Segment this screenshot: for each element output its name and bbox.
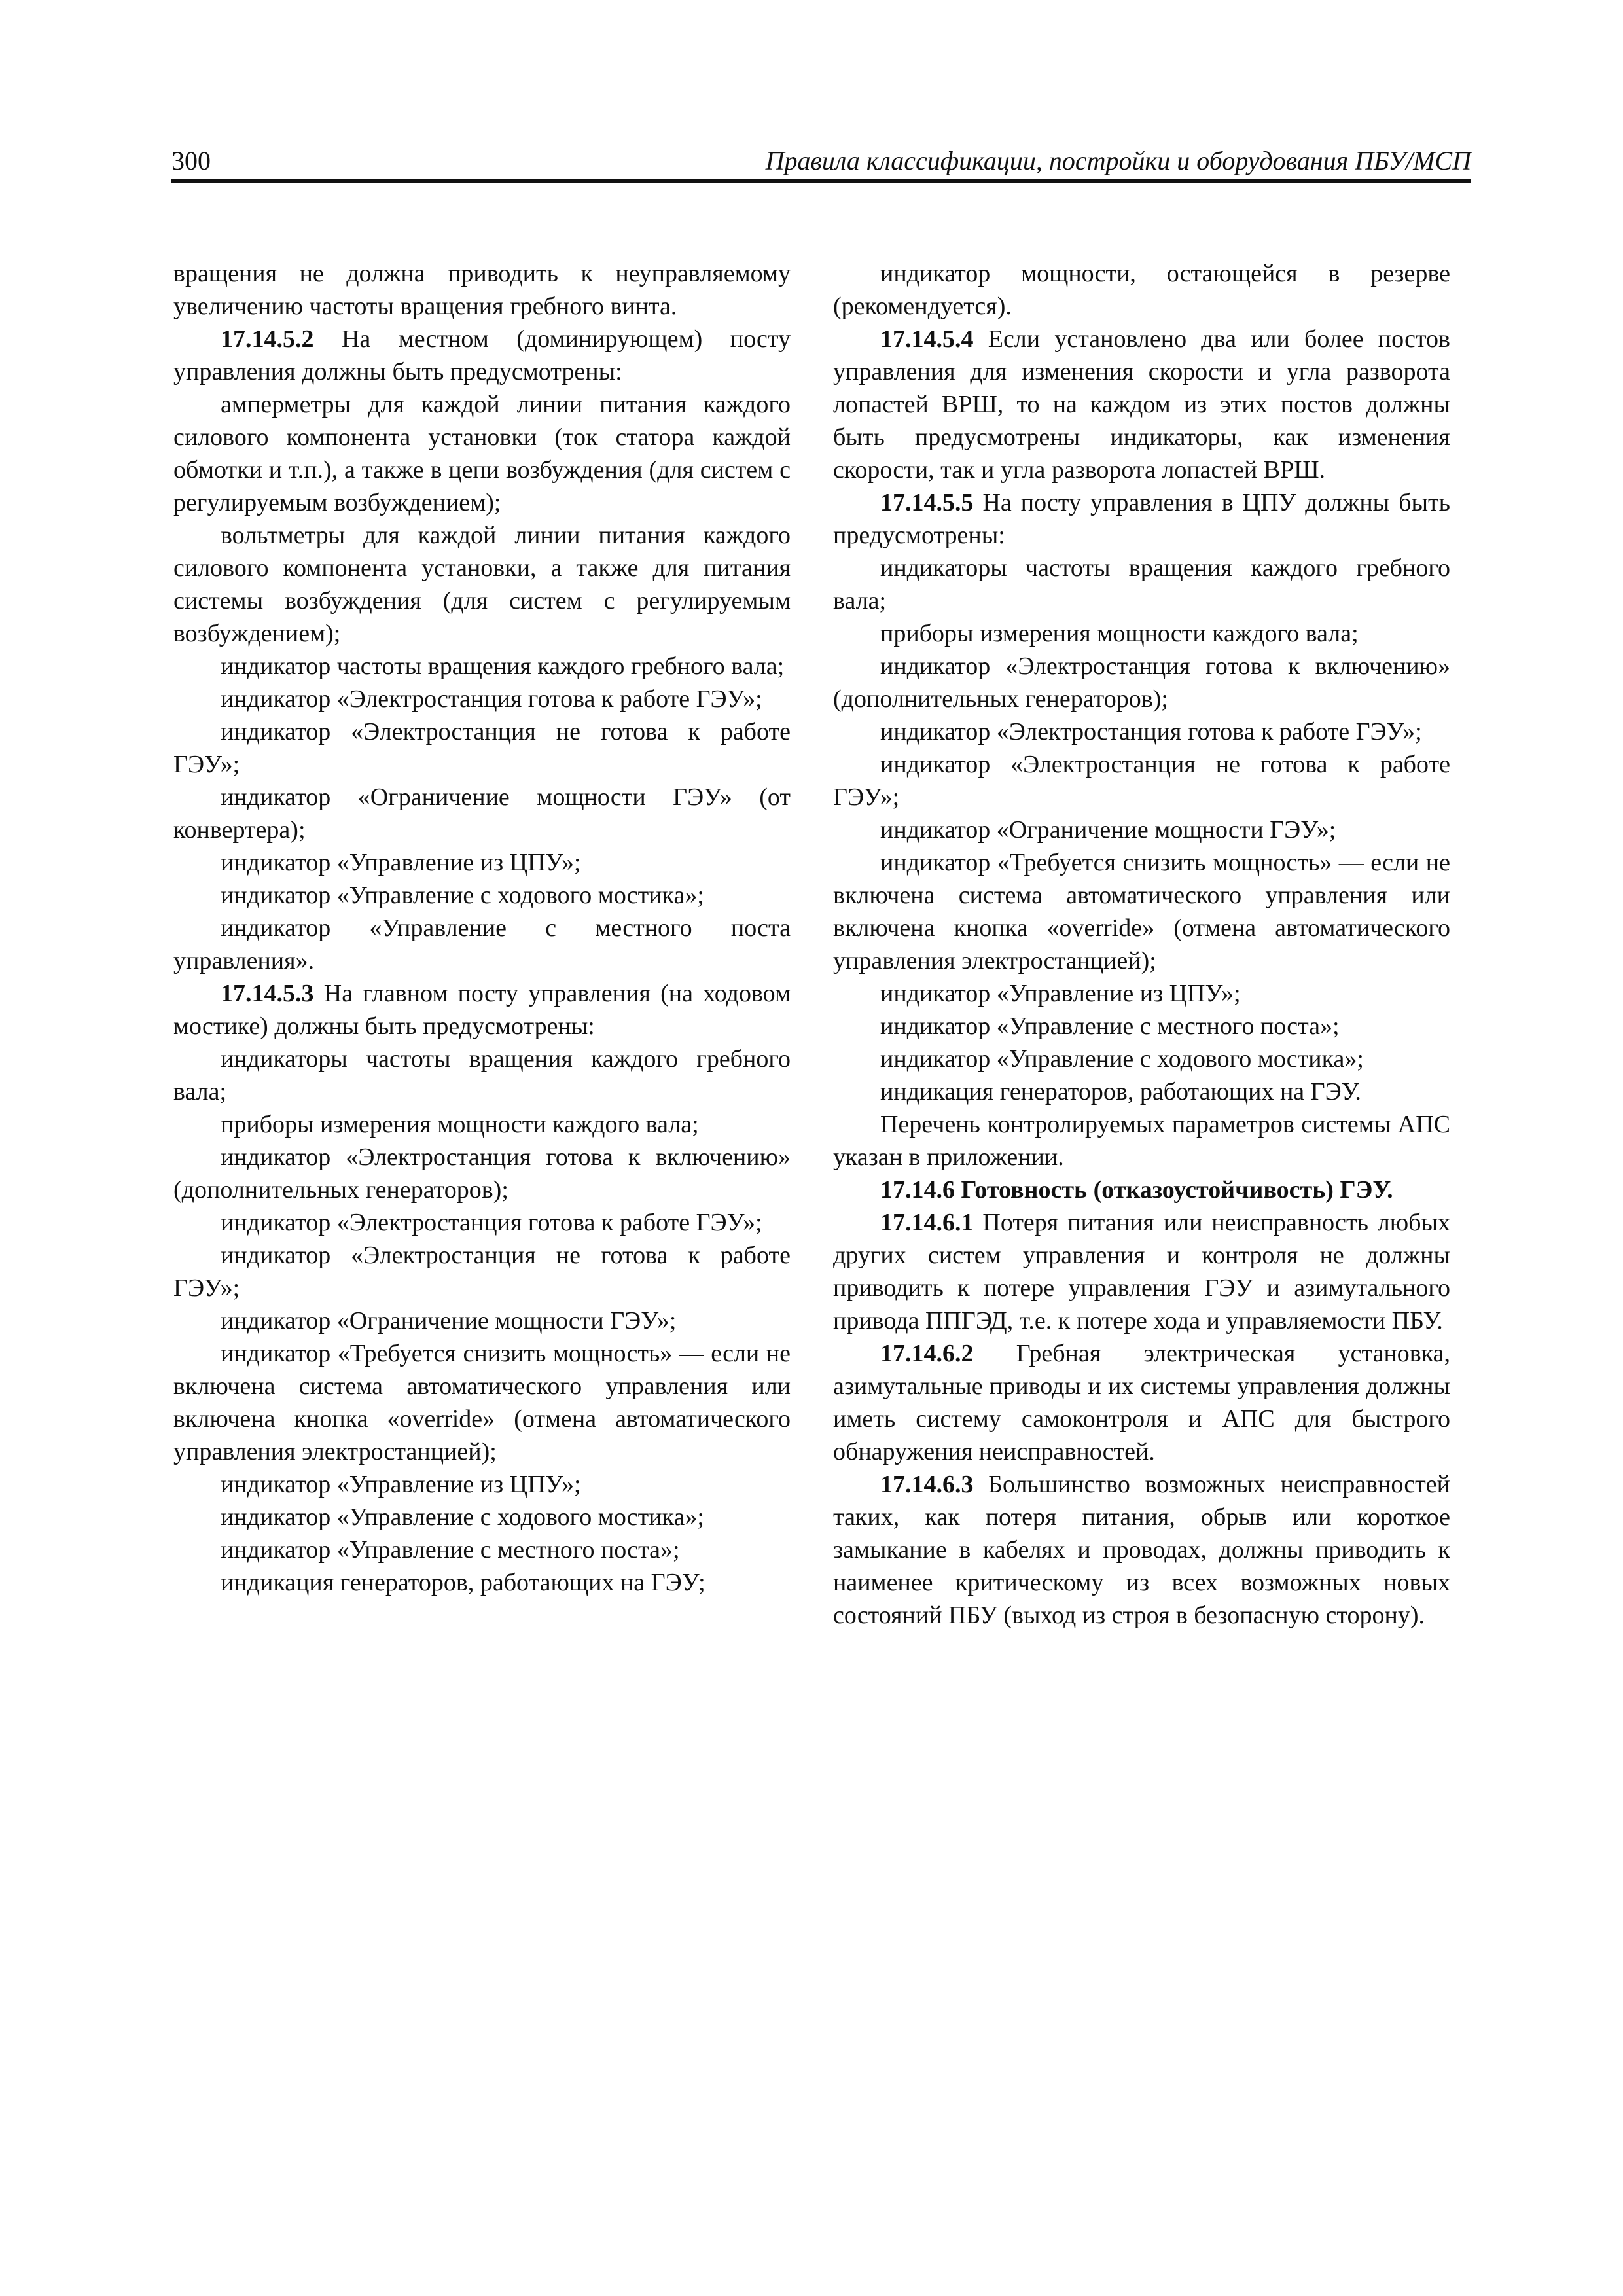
paragraph-text: индикация генераторов, работающих на ГЭУ; bbox=[221, 1569, 705, 1596]
paragraph-text: индикатор «Электростанция не готова к работе ГЭУ»; bbox=[833, 751, 1450, 811]
paragraph bbox=[173, 519, 791, 650]
paragraph-text: индикатор «Требуется снизить мощность» — если не включена система автоматического управления или включена кнопка «override» (отмена автоматического управления электростанцией); bbox=[833, 849, 1450, 975]
paragraph bbox=[173, 1468, 791, 1501]
paragraph bbox=[173, 781, 791, 846]
clause-number: 17.14.5.5 bbox=[880, 489, 974, 516]
paragraph-text: индикатор «Ограничение мощности ГЭУ» (от конвертера); bbox=[173, 783, 791, 844]
paragraph bbox=[173, 1304, 791, 1337]
paragraph bbox=[173, 388, 791, 519]
paragraph bbox=[833, 1206, 1450, 1337]
paragraph-text: На главном посту управления (на ходовом мостике) должны быть предусмотрены: bbox=[173, 980, 791, 1040]
paragraph-text: индикатор «Управление из ЦПУ»; bbox=[221, 849, 581, 876]
paragraph bbox=[173, 650, 791, 683]
paragraph-text: индикатор частоты вращения каждого гребного вала; bbox=[221, 653, 785, 680]
paragraph bbox=[833, 977, 1450, 1010]
paragraph bbox=[173, 1501, 791, 1534]
paragraph bbox=[833, 1075, 1450, 1108]
paragraph-text: индикаторы частоты вращения каждого гребного вала; bbox=[173, 1045, 791, 1105]
paragraph bbox=[833, 1010, 1450, 1043]
paragraph-text: индикатор «Ограничение мощности ГЭУ»; bbox=[880, 816, 1336, 844]
paragraph-text: индикатор «Управление из ЦПУ»; bbox=[221, 1471, 581, 1498]
clause-number: 17.14.6.3 bbox=[880, 1471, 974, 1498]
paragraph bbox=[173, 715, 791, 781]
paragraph bbox=[833, 552, 1450, 617]
paragraph-text: приборы измерения мощности каждого вала; bbox=[880, 620, 1359, 647]
clause-number: 17.14.5.2 bbox=[221, 325, 314, 353]
paragraph bbox=[833, 748, 1450, 814]
paragraph-text: индикатор «Управление с местного поста управления». bbox=[173, 914, 791, 975]
clause-number: 17.14.6.1 bbox=[880, 1209, 974, 1236]
paragraph-text: индикаторы частоты вращения каждого гребного вала; bbox=[833, 554, 1450, 615]
paragraph bbox=[173, 846, 791, 879]
clause-number: 17.14.5.4 bbox=[880, 325, 974, 353]
paragraph bbox=[833, 846, 1450, 977]
left-column bbox=[173, 257, 791, 1599]
paragraph-text: индикатор «Требуется снизить мощность» — если не включена система автоматического управления или включена кнопка «override» (отмена автоматического управления электростанцией); bbox=[173, 1340, 791, 1465]
paragraph-text: Гребная электрическая установка, азимутальные приводы и их системы управления должны иметь систему самоконтроля и АПС для быстрого обнаружения неисправностей. bbox=[833, 1340, 1450, 1465]
page-header bbox=[171, 143, 1471, 183]
paragraph bbox=[173, 323, 791, 388]
paragraph bbox=[173, 1043, 791, 1108]
paragraph-text: индикатор «Электростанция готова к работе ГЭУ»; bbox=[221, 685, 762, 713]
paragraph-text: Перечень контролируемых параметров системы АПС указан в приложении. bbox=[833, 1111, 1450, 1171]
paragraph bbox=[833, 257, 1450, 323]
paragraph-text: индикатор «Ограничение мощности ГЭУ»; bbox=[221, 1307, 677, 1335]
paragraph bbox=[833, 1468, 1450, 1632]
clause-number: 17.14.6.2 bbox=[880, 1340, 974, 1367]
paragraph-text: индикатор «Электростанция готова к включению» (дополнительных генераторов); bbox=[173, 1143, 791, 1204]
section-title: 17.14.6 Готовность (отказоустойчивость) ГЭУ. bbox=[880, 1176, 1393, 1204]
paragraph-text: индикация генераторов, работающих на ГЭУ. bbox=[880, 1078, 1361, 1105]
paragraph-text: Потеря питания или неисправность любых других систем управления и контроля не должны приводить к потере управления ГЭУ и азимутального привода ППГЭД, т.е. к потере хода и управляемости ПБУ. bbox=[833, 1209, 1450, 1335]
paragraph-text: индикатор «Управление с местного поста»; bbox=[221, 1536, 680, 1564]
paragraph-text: индикатор «Управление с ходового мостика»; bbox=[880, 1045, 1364, 1073]
paragraph bbox=[833, 486, 1450, 552]
paragraph-text: индикатор «Электростанция готова к работе ГЭУ»; bbox=[880, 718, 1422, 745]
paragraph-text: индикатор «Управление с ходового мостика»; bbox=[221, 882, 704, 909]
paragraph-text: индикатор «Управление с местного поста»; bbox=[880, 1013, 1340, 1040]
paragraph bbox=[173, 683, 791, 715]
paragraph bbox=[173, 912, 791, 977]
running-title: Правила классификации, постройки и оборудования ПБУ/МСП bbox=[765, 146, 1471, 175]
paragraph-text: индикатор мощности, остающейся в резерве (рекомендуется). bbox=[833, 260, 1450, 320]
paragraph bbox=[173, 1239, 791, 1304]
paragraph-text: индикатор «Электростанция не готова к работе ГЭУ»; bbox=[173, 718, 791, 778]
paragraph bbox=[173, 1566, 791, 1599]
paragraph bbox=[173, 977, 791, 1043]
clause-number: 17.14.5.3 bbox=[221, 980, 314, 1007]
paragraph bbox=[833, 323, 1450, 486]
paragraph bbox=[173, 1206, 791, 1239]
paragraph bbox=[173, 257, 791, 323]
paragraph bbox=[173, 879, 791, 912]
paragraph-text: амперметры для каждой линии питания каждого силового компонента установки (ток статора каждой обмотки и т.п.), а также в цепи возбуждения (для систем с регулируемым возбуждением); bbox=[173, 391, 791, 516]
paragraph bbox=[173, 1337, 791, 1468]
paragraph bbox=[173, 1108, 791, 1141]
paragraph bbox=[833, 1108, 1450, 1174]
paragraph-text: индикатор «Управление с ходового мостика»; bbox=[221, 1503, 704, 1531]
paragraph-text: вольтметры для каждой линии питания каждого силового компонента установки, а также для питания системы возбуждения (для систем с регулируемым возбуждением); bbox=[173, 522, 791, 647]
section-heading bbox=[833, 1174, 1450, 1206]
paragraph bbox=[833, 715, 1450, 748]
paragraph bbox=[833, 650, 1450, 715]
paragraph-text: приборы измерения мощности каждого вала; bbox=[221, 1111, 699, 1138]
paragraph-text: вращения не должна приводить к неуправляемому увеличению частоты вращения гребного винта. bbox=[173, 260, 791, 320]
paragraph-text: Большинство возможных неисправностей таких, как потеря питания, обрыв или короткое замыкание в кабелях и проводах, должны приводить к наименее критическому из всех возможных новых состояний ПБУ (выход из строя в безопасную сторону). bbox=[833, 1471, 1450, 1629]
paragraph-text: На посту управления в ЦПУ должны быть предусмотрены: bbox=[833, 489, 1450, 549]
right-column bbox=[833, 257, 1450, 1632]
paragraph-text: На местном (доминирующем) посту управления должны быть предусмотрены: bbox=[173, 325, 791, 386]
paragraph bbox=[833, 1043, 1450, 1075]
page-number: 300 bbox=[171, 146, 211, 175]
paragraph-text: индикатор «Электростанция готова к работе ГЭУ»; bbox=[221, 1209, 762, 1236]
paragraph-text: индикатор «Электростанция готова к включению» (дополнительных генераторов); bbox=[833, 653, 1450, 713]
paragraph bbox=[173, 1534, 791, 1566]
paragraph-text: Если установлено два или более постов управления для изменения скорости и угла разворота лопастей ВРШ, то на каждом из этих постов должны быть предусмотрены индикаторы, как изменения скорости, так и угла разворота лопастей ВРШ. bbox=[833, 325, 1450, 484]
paragraph bbox=[833, 617, 1450, 650]
paragraph bbox=[833, 814, 1450, 846]
paragraph bbox=[173, 1141, 791, 1206]
paragraph-text: индикатор «Управление из ЦПУ»; bbox=[880, 980, 1241, 1007]
paragraph-text: индикатор «Электростанция не готова к работе ГЭУ»; bbox=[173, 1242, 791, 1302]
paragraph bbox=[833, 1337, 1450, 1468]
